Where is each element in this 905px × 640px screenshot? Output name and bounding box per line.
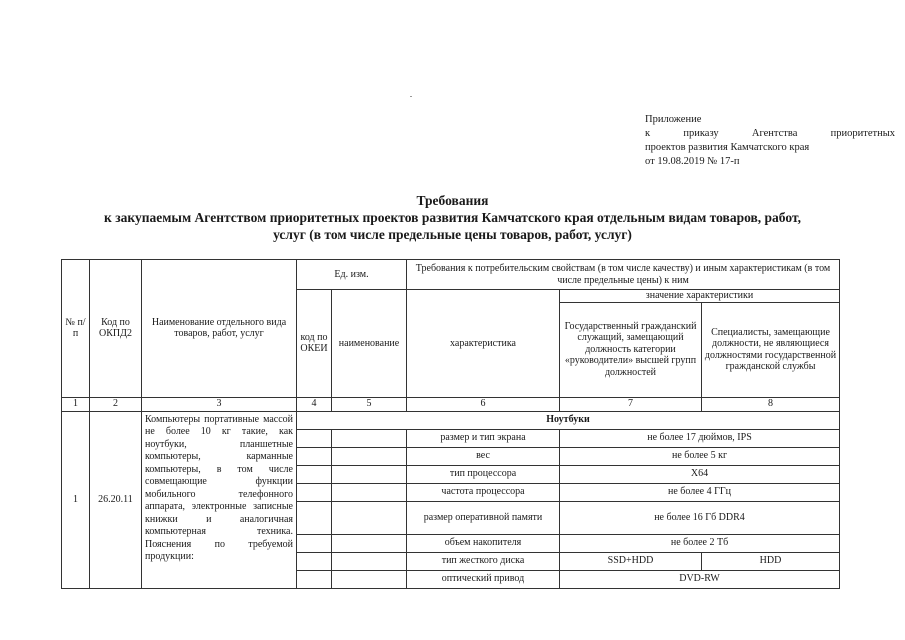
spec-value (560, 501, 840, 534)
header-civil-servant: Государственный гражданский служащий, замещающий должность категории «руководители» высшей групп должностей (560, 302, 702, 397)
spec-name: оптический привод (407, 570, 560, 588)
spec-value: DVD-RW (560, 570, 840, 588)
spec-value-civil: SSD+HDD (560, 552, 702, 570)
spec-value: не более 2 Тб (560, 534, 840, 552)
row-okpd: 26.20.11 (90, 411, 142, 588)
header-okei: код по ОКЕИ (297, 290, 332, 398)
spec-value-specialists: HDD (702, 552, 840, 570)
col-number: 5 (332, 397, 407, 411)
header-unit-name: наименование (332, 290, 407, 398)
row-num: 1 (62, 411, 90, 588)
group-laptops: Ноутбуки (297, 411, 840, 429)
spec-unit (332, 429, 407, 447)
spec-unit (332, 483, 407, 501)
spec-value-text: не более 16 Гб DDR4 (654, 511, 745, 523)
spec-unit (332, 501, 407, 534)
spec-name: размер оперативной памяти (407, 501, 560, 534)
header-name: Наименование отдельного вида товаров, работ, услуг (142, 260, 297, 398)
spec-name: размер и тип экрана (407, 429, 560, 447)
spec-unit (332, 570, 407, 588)
col-number: 4 (297, 397, 332, 411)
spec-unit (332, 552, 407, 570)
spec-name: объем накопителя (407, 534, 560, 552)
spec-name: тип процессора (407, 465, 560, 483)
group-row-laptops (62, 411, 840, 429)
col-number: 2 (90, 397, 142, 411)
spec-unit (332, 447, 407, 465)
scan-speck (410, 96, 412, 97)
spec-okei (297, 483, 332, 501)
col-number: 8 (702, 397, 840, 411)
appendix-line-4: от 19.08.2019 № 17-п (645, 156, 740, 167)
title-line-1: Требования (416, 193, 489, 208)
spec-value: X64 (560, 465, 840, 483)
appendix-line-3: проектов развития Камчатского края (645, 142, 810, 153)
header-characteristic: характеристика (407, 290, 560, 398)
header-value: значение характеристики (560, 290, 840, 303)
spec-unit (332, 534, 407, 552)
header-units: Ед. изм. (297, 260, 407, 290)
spec-unit (332, 465, 407, 483)
spec-name: вес (407, 447, 560, 465)
header-specialists: Специалисты, замещающие должности, не являющиеся должностями государственной гражданской службы (702, 302, 840, 397)
col-number: 1 (62, 397, 90, 411)
header-num: № п/п (62, 260, 90, 398)
spec-okei (297, 429, 332, 447)
spec-value: не более 17 дюймов, IPS (560, 429, 840, 447)
requirements-table (61, 259, 840, 589)
appendix-line-2: к приказу Агентства приоритетных (645, 128, 895, 139)
header-okpd: Код по ОКПД2 (90, 260, 142, 398)
spec-okei (297, 552, 332, 570)
row-description-cell (142, 411, 297, 588)
spec-name: тип жесткого диска (407, 552, 560, 570)
spec-name: частота процессора (407, 483, 560, 501)
appendix-block (645, 113, 895, 169)
spec-value: не более 4 ГГц (560, 483, 840, 501)
row-description: Компьютеры портативные массой не более 10 кг такие, как ноутбуки, планшетные компьютеры, карманные компьютеры, в том числе совмещающие функции мобильного телефонного аппарата, электронные записные книжки и аналогичная компьютерная техника. Пояснения по требуемой продукции: (145, 413, 293, 562)
appendix-line-1: Приложение (645, 114, 702, 125)
header-row-1 (62, 260, 840, 290)
column-numbers-row (62, 397, 840, 411)
title-line-3: услуг (в том числе предельные цены товаров, работ, услуг) (273, 227, 632, 242)
col-number: 3 (142, 397, 297, 411)
spec-okei (297, 570, 332, 588)
col-number: 6 (407, 397, 560, 411)
spec-value: не более 5 кг (560, 447, 840, 465)
col-number: 7 (560, 397, 702, 411)
spec-okei (297, 465, 332, 483)
spec-okei (297, 501, 332, 534)
document-title (0, 192, 905, 243)
spec-okei (297, 534, 332, 552)
spec-okei (297, 447, 332, 465)
title-line-2: к закупаемым Агентством приоритетных проектов развития Камчатского края отдельным видам товаров, работ, (104, 210, 801, 225)
header-requirements: Требования к потребительским свойствам (в том числе качеству) и иным характеристикам (в том числе предельные цены) к ним (407, 260, 840, 290)
